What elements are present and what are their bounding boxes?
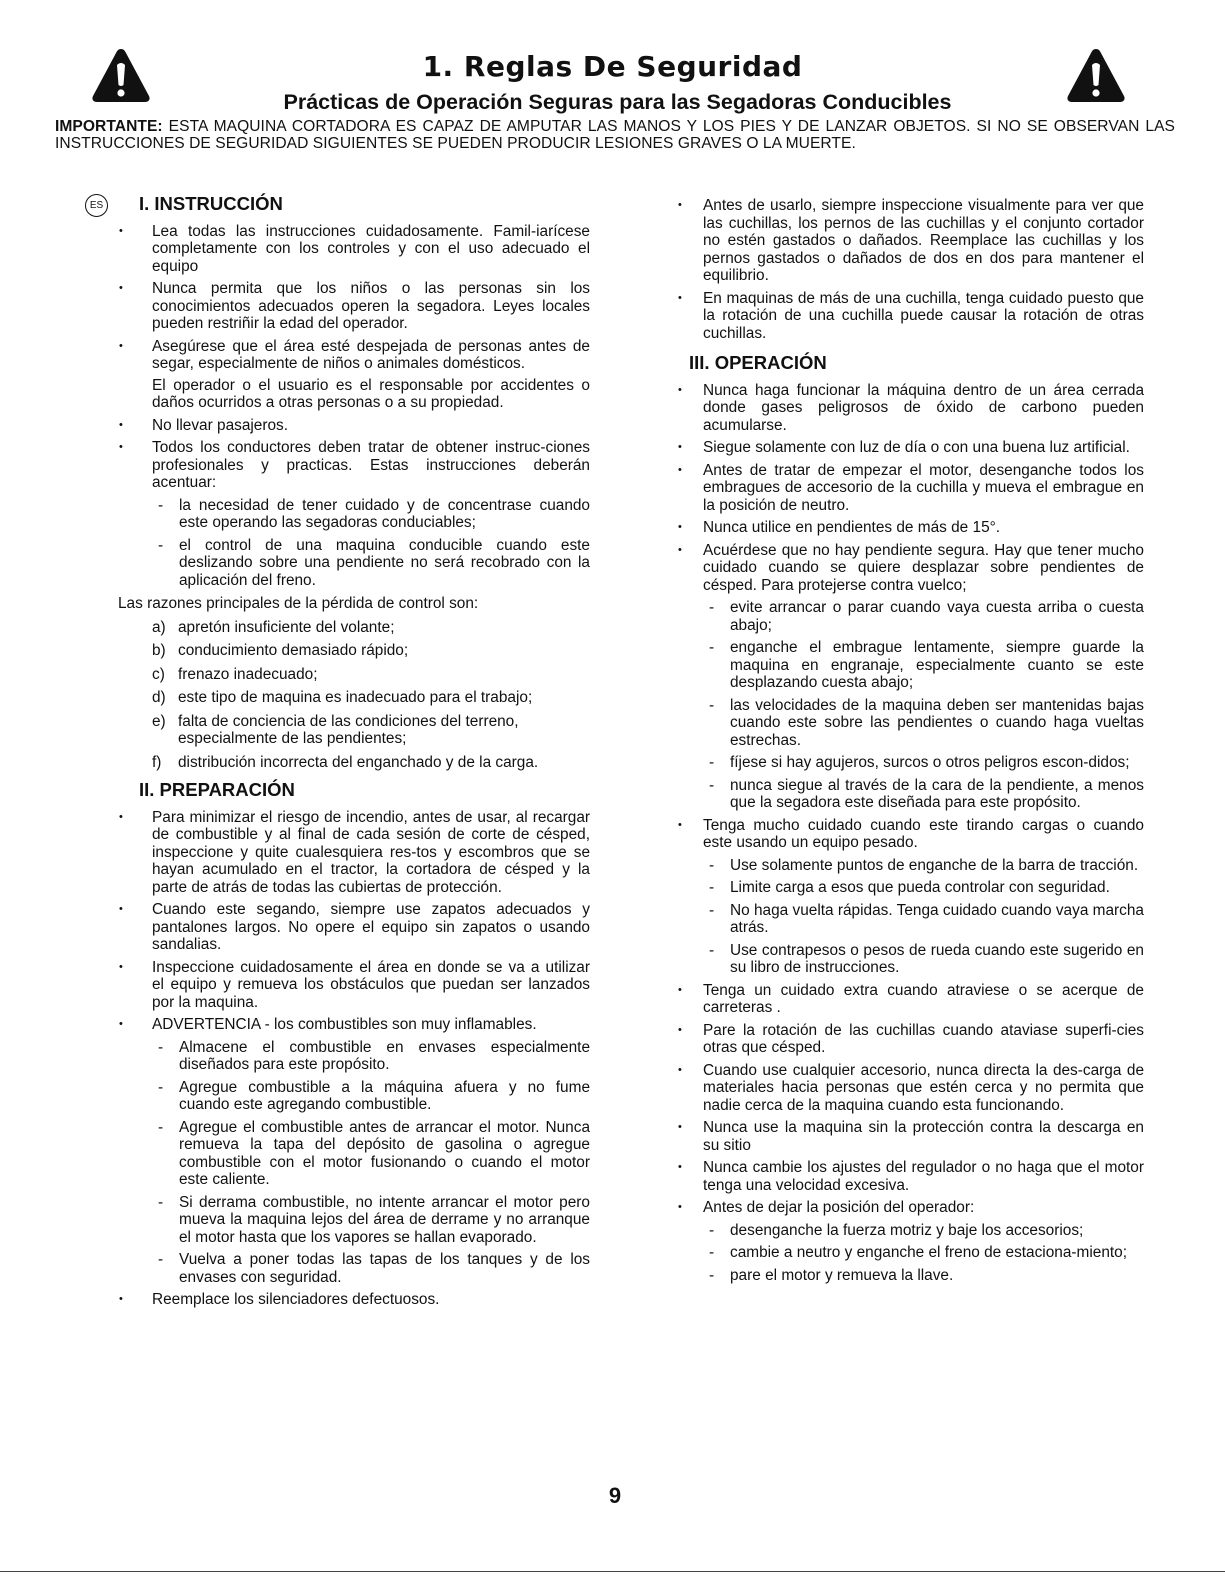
sub-list-item: - evite arrancar o parar cuando vaya cuesta arriba o cuesta abajo;: [703, 599, 1144, 634]
page-title: 1. Reglas De Seguridad: [422, 50, 803, 83]
item-text: falta de conciencia de las condiciones del terreno, especialmente de las pendientes;: [178, 712, 519, 747]
section-heading: II. PREPARACIÓN: [139, 779, 295, 800]
list-item: • Cuando este segando, siempre use zapatos adecuados y pantalones largos. No opere el equipo sin zapatos o usando sandalias.: [112, 901, 590, 954]
sub-list-item: - Almacene el combustible en envases especialmente diseñados para este propósito.: [152, 1039, 590, 1074]
sub-list-item: - Agregue combustible a la máquina afuera y no fume cuando este agregando combustible.: [152, 1079, 590, 1114]
list-item: [672, 1199, 1144, 1284]
list-item-text: Acuérdese que no hay pendiente segura. Hay que tener mucho cuidado cuando se quiere desplazar sobre pendientes de césped. Para protejerse contra vuelco;: [703, 541, 1144, 594]
item-letter: c): [152, 665, 165, 683]
list-item: [112, 642, 590, 660]
sub-list-item: - Agregue el combustible antes de arrancar el motor. Nunca remueva la tapa del depósito de gasolina o agregue combustible con el motor fusionando o cuando el motor este caliente.: [152, 1119, 590, 1189]
important-label: IMPORTANTE:: [55, 118, 163, 135]
list-item: • Cuando use cualquier accesorio, nunca directa la des-carga de materiales hacia personas que estén cerca y no permita que nadie cerca de la maquina cuando esta funcionando.: [672, 1062, 1144, 1115]
responsibility-note: El operador o el usuario es el responsable por accidentes o daños ocurridos a otras personas o a su propiedad.: [152, 376, 590, 411]
list-item-text: Antes de dejar la posición del operador:: [703, 1199, 975, 1216]
list-item: • Nunca permita que los niños o las personas sin los conocimientos adecuados operen la segadora. Leyes locales pueden restriñir la edad del operador.: [112, 280, 590, 333]
list-item: [112, 689, 590, 707]
list-item: • Para minimizar el riesgo de incendio, antes de usar, al recargar de combustible y al final de cada sesión de corte de césped, inspeccione y quite cualesquiera res-tos y escombros que se hayan acumulado en el tractor, la cortadora de césped y la parte de atrás de todas las cubiertas de protección.: [112, 809, 590, 897]
item-text: distribución incorrecta del enganchado y de la carga.: [178, 753, 539, 771]
sub-list-item: - la necesidad de tener cuidado y de concentrase cuando este operando las segadoras conduciables;: [152, 497, 590, 532]
list-item: • No llevar pasajeros.: [112, 417, 590, 435]
left-column: [89, 193, 590, 1314]
instruction-list: [112, 223, 590, 590]
list-item: [112, 754, 590, 772]
operation-list: [672, 382, 1144, 1285]
item-text: apretón insuficiente del volante;: [178, 618, 395, 636]
preparation-list: [112, 809, 590, 1309]
item-letter: e): [152, 712, 166, 730]
list-item: [672, 542, 1144, 812]
sub-list-item: - nunca siegue al través de la cara de la pendiente, a menos que la segadora este diseñada para este propósito.: [703, 777, 1144, 812]
item-letter: d): [152, 689, 166, 706]
section-heading: III. OPERACIÓN: [689, 352, 827, 373]
sub-list-item: - Use contrapesos o pesos de rueda cuando este sugerido en su libro de instrucciones.: [703, 942, 1144, 977]
list-item: • Antes de tratar de empezar el motor, desenganche todos los embragues de accesorio de la cuchilla y mueva el embrague en la posición de neutro.: [672, 462, 1144, 515]
sub-list: [703, 857, 1144, 977]
sub-list-item: - Si derrama combustible, no intente arrancar el motor pero mueva la maquina lejos del área de derrame y no arranque el motor hasta que los vapores se hallan evaporado.: [152, 1194, 590, 1247]
reasons-label: Las razones principales de la pérdida de control son:: [118, 595, 479, 612]
list-item: [112, 439, 590, 589]
list-item-text: Todos los conductores deben tratar de obtener instruc-ciones profesionales y practicas. Estas instrucciones deberán acentuar:: [152, 439, 590, 491]
list-item-text: ADVERTENCIA - los combustibles son muy inflamables.: [152, 1016, 537, 1033]
section-heading: [89, 193, 590, 214]
list-item: • Nunca haga funcionar la máquina dentro de un área cerrada donde gases peligrosos de óxido de carbono pueden acumularse.: [672, 382, 1144, 435]
item-text: este tipo de maquina es inadecuado para el trabajo;: [178, 689, 533, 706]
sub-list-item: - pare el motor y remueva la llave.: [703, 1267, 1144, 1285]
item-letter: a): [152, 618, 166, 636]
list-item: • Nunca cambie los ajustes del regulador o no haga que el motor tenga una velocidad excesiva.: [672, 1159, 1144, 1194]
item-text: conducimiento demasiado rápido;: [178, 642, 409, 659]
list-item: [112, 666, 590, 684]
list-item: • En maquinas de más de una cuchilla, tenga cuidado puesto que la rotación de una cuchilla puede causar la rotación de otras cuchillas.: [672, 290, 1144, 343]
sub-list-item: - las velocidades de la maquina deben ser mantenidas bajas cuando este sobre las pendientes o cuando haga vueltas estrechas.: [703, 697, 1144, 750]
list-item: • Pare la rotación de las cuchillas cuando ataviase superfi-cies otras que césped.: [672, 1022, 1144, 1057]
list-item: • Lea todas las instrucciones cuidadosamente. Famil-iarícese completamente con los controles y con el uso adecuado el equipo: [112, 223, 590, 276]
page-border-line: [0, 1571, 1225, 1572]
list-item-text: Asegúrese que el área esté despejada de personas antes de segar, especialmente de niños o animales domésticos.: [152, 337, 590, 372]
section-heading-text: I. INSTRUCCIÓN: [139, 193, 283, 214]
list-item: • Nunca use la maquina sin la protección contra la descarga en su sitio: [672, 1119, 1144, 1154]
language-badge: ES: [85, 194, 108, 217]
list-item: [112, 338, 590, 412]
sub-list-item: - desenganche la fuerza motriz y baje los accesorios;: [703, 1222, 1144, 1240]
sub-list-item: - cambie a neutro y enganche el freno de estaciona-miento;: [703, 1244, 1144, 1262]
list-item: • Siegue solamente con luz de día o con una buena luz artificial.: [672, 439, 1144, 457]
reasons-list: [112, 619, 590, 772]
item-letter: b): [152, 642, 166, 659]
important-text: ESTA MAQUINA CORTADORA ES CAPAZ DE AMPUTAR LAS MANOS Y LOS PIES Y DE LANZAR OBJETOS. SI NO SE OBSERVAN LAS INSTRUCCIONES DE SEGURIDAD SIGUIENTES SE PUEDEN PRODUCIR LESIONES GRAVES O LA MUERTE.: [55, 118, 1175, 152]
list-item: • Reemplace los silenciadores defectuosos.: [112, 1291, 590, 1309]
sub-list-item: - enganche el embrague lentamente, siempre guarde la maquina en engranaje, especialmente cuanto se este desplazando cuesta abajo;: [703, 639, 1144, 692]
sub-list-item: - Limite carga a esos que pueda controlar con seguridad.: [703, 879, 1144, 897]
list-item-text: Tenga mucho cuidado cuando este tirando cargas o cuando este usando un equipo pesado.: [703, 816, 1144, 851]
page-number: 9: [608, 1483, 622, 1508]
list-item: [112, 1016, 590, 1286]
list-item: • Nunca utilice en pendientes de más de 15°.: [672, 519, 1144, 537]
list-item: • Antes de usarlo, siempre inspeccione visualmente para ver que las cuchillas, los pernos de las cuchillas y el conjunto cortador no estén gastados o dañados. Reemplace las cuchillas y los pernos gastados o dañados de dos en dos para mantener el equilibrio.: [672, 197, 1144, 285]
sub-list: [152, 1039, 590, 1287]
sub-list: [152, 497, 590, 590]
item-letter: f): [152, 753, 162, 771]
sub-list-item: - Vuelva a poner todas las tapas de los tanques y de los envases con seguridad.: [152, 1251, 590, 1286]
sub-list-item: - fíjese si hay agujeros, surcos o otros peligros escon-didos;: [703, 754, 1144, 772]
sub-list-item: - el control de una maquina conducible cuando este deslizando sobre una pendiente no será recobrado con la aplicación del freno.: [152, 537, 590, 590]
important-notice: [55, 118, 1175, 152]
list-item: [672, 817, 1144, 977]
list-item: • Tenga un cuidado extra cuando atraviese o se acerque de carreteras .: [672, 982, 1144, 1017]
list-item: [112, 619, 590, 637]
sub-list: [703, 599, 1144, 812]
list-item: [112, 713, 590, 748]
item-text: frenazo inadecuado;: [178, 665, 318, 683]
sub-list-item: - Use solamente puntos de enganche de la barra de tracción.: [703, 857, 1144, 875]
list-item: • Inspeccione cuidadosamente el área en donde se va a utilizar el equipo y remueva los obstáculos que puedan ser lanzados por la maquina.: [112, 959, 590, 1012]
page-subtitle: Prácticas de Operación Seguras para las Segadoras Conducibles: [283, 90, 952, 114]
right-column: [672, 197, 1144, 1289]
blade-inspection-list: [672, 197, 1144, 342]
sub-list-item: - No haga vuelta rápidas. Tenga cuidado cuando vaya marcha atrás.: [703, 902, 1144, 937]
sub-list: [703, 1222, 1144, 1285]
